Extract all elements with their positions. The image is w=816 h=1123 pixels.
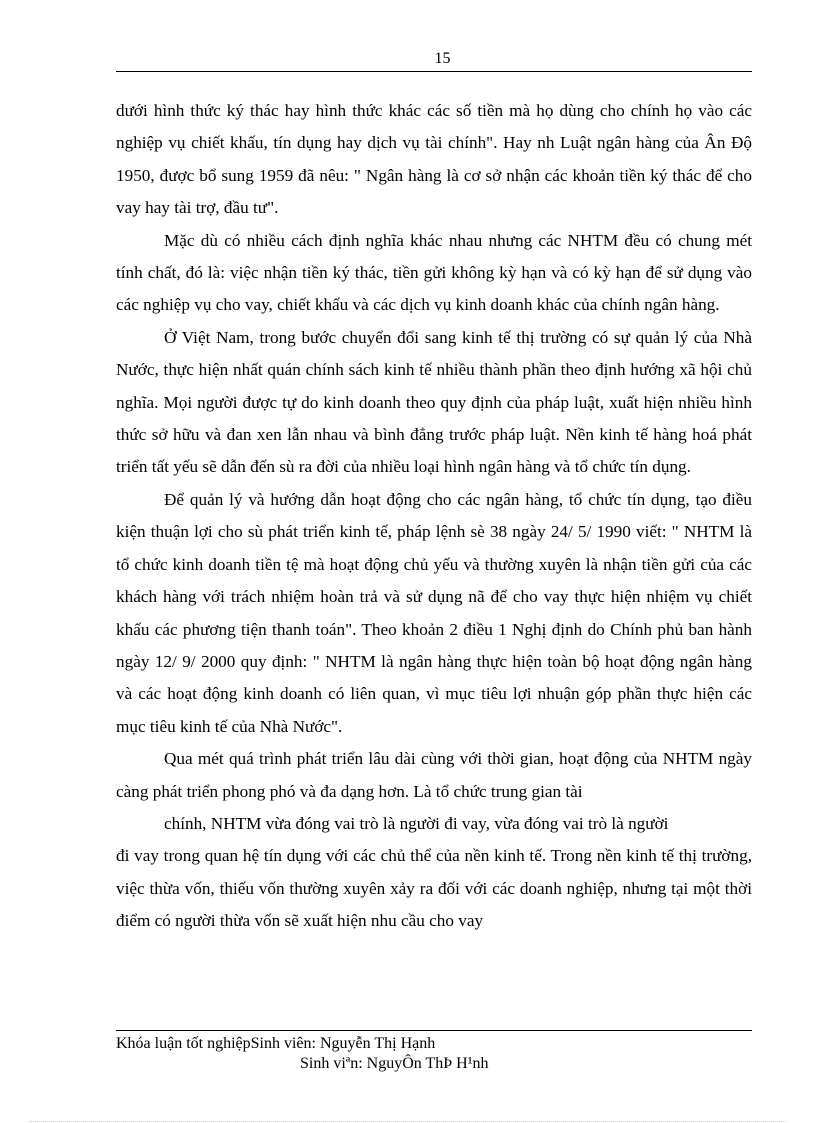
paragraph-ordinance: Để quản lý và hướng dẫn hoạt động cho các ngân hàng, tổ chức tín dụng, tạo điều kiện thuận lợi cho sù phát triển kinh tế, pháp lệnh sè 38 ngày 24/ 5/ 1990 viết: " NHTM là tổ chức kinh doanh tiền tệ mà hoạt động chủ yếu và thường xuyên là nhận tiền gửi của các khách hàng với trách nhiệm hoàn trả và sử dụng nã để cho vay thực hiện nhiệm vụ chiết khấu các phương tiện thanh toán". Theo khoản 2 điều 1 Nghị định do Chính phủ ban hành ngày 12/ 9/ 2000 quy định: " NHTM là ngân hàng thực hiện toàn bộ hoạt động ngân hàng và các hoạt động kinh doanh có liên quan, vì mục tiêu lợi nhuận góp phần thực hiện các mục tiêu kinh tế của Nhà Nước". [116, 489, 752, 736]
footer-student-name: Sinh viªn: NguyÔn ThÞ H¹nh [300, 1055, 489, 1072]
document-body [116, 95, 752, 938]
paragraph-definitions-common: Mặc dù có nhiều cách định nghĩa khác nhau nhưng các NHTM đều có chung mét tính chất, đó là: việc nhận tiền ký thác, tiền gửi không kỳ hạn và có kỳ hạn để sử dụng vào các nghiệp vụ cho vay, chiết khấu và các dịch vụ kinh doanh khác của chính ngân hàng. [116, 230, 752, 315]
page-edge-divider [30, 1121, 786, 1122]
footer-rule [116, 1030, 752, 1031]
page-number: 15 [434, 50, 451, 67]
paragraph-continuation: dưới hình thức ký thác hay hình thức khác các số tiền mà họ dùng cho chính họ vào các nghiệp vụ chiết khấu, tín dụng hay dịch vụ tài chính". Hay nh Luật ngân hàng của Ân Độ 1950, được bổ sung 1959 đã nêu: " Ngân hàng là cơ sở nhận các khoản tiền ký thác để cho vay hay tài trợ, đầu tư". [116, 101, 752, 218]
paragraph-development: Qua mét quá trình phát triển lâu dài cùng với thời gian, hoạt động của NHTM ngày càng phát triển phong phó và đa dạng hơn. Là tổ chức trung gian tài [116, 749, 752, 801]
paragraph-credit-relations: đi vay trong quan hệ tín dụng với các chủ thể của nền kinh tế. Trong nền kinh tế thị trường, việc thừa vốn, thiếu vốn thường xuyên xảy ra đối với các doanh nghiệp, nhưng tại một thời điểm có người thừa vốn sẽ xuất hiện nhu cầu cho vay [116, 846, 752, 931]
paragraph-vietnam: Ở Việt Nam, trong bước chuyển đổi sang kinh tế thị trường có sự quản lý của Nhà Nước, thực hiện nhất quán chính sách kinh tế nhiều thành phần theo định hướng xã hội chủ nghĩa. Mọi người được tự do kinh doanh theo quy định của pháp luật, xuất hiện nhiều hình thức sở hữu và đan xen lẫn nhau và bình đẳng trước pháp luật. Nền kinh tế hàng hoá phát triển tất yếu sẽ dẫn đến sù ra đời của nhiều loại hình ngân hàng và tổ chức tín dụng. [116, 327, 752, 477]
footer-thesis-label: Khóa luận tốt nghiệpSinh viên: Nguyễn Thị Hạnh [116, 1035, 436, 1052]
header-rule [116, 71, 752, 72]
paragraph-intermediary: chính, NHTM vừa đóng vai trò là người đi vay, vừa đóng vai trò là người [164, 813, 669, 833]
